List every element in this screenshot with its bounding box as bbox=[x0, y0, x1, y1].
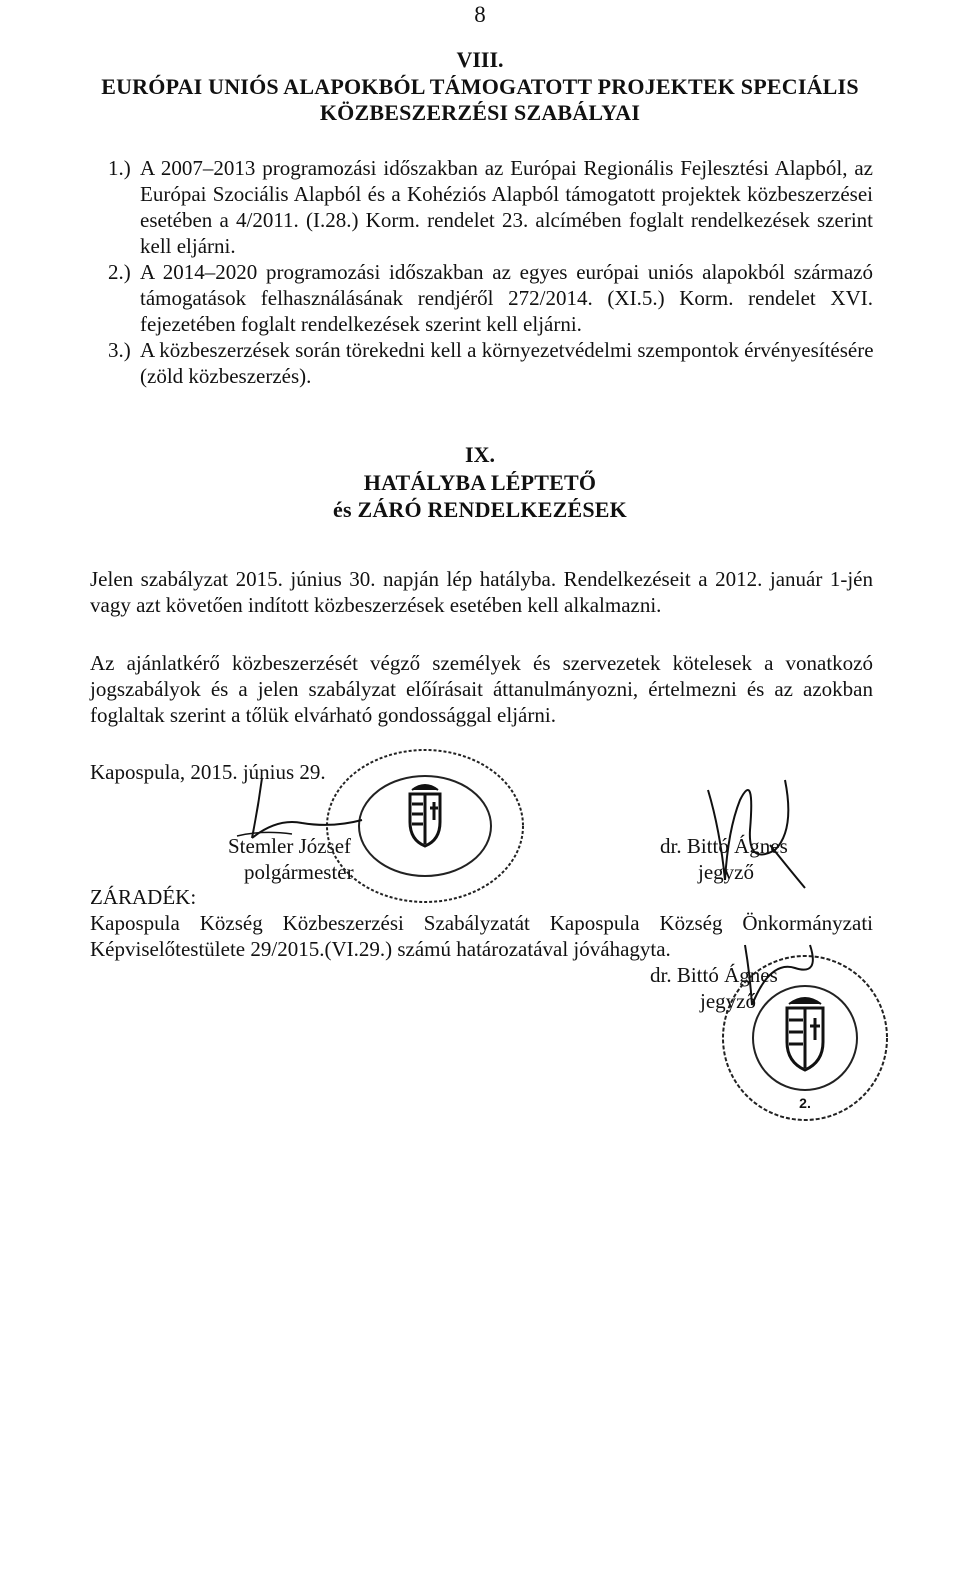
notary-name: dr. Bittó Ágnes bbox=[660, 834, 788, 858]
chapter-9-number: IX. bbox=[465, 442, 495, 467]
item-1-line4: kell eljárni. bbox=[140, 234, 236, 258]
hungarian-coat-of-arms-icon bbox=[410, 785, 440, 846]
item-3-line1: A közbeszerzések során törekedni kell a környezetvédelmi szempontok érvényesítésére bbox=[140, 338, 874, 362]
obligation-line2: jogszabályok és a jelen szabályzat előírásait áttanulmányozni, értelmezni és az azokban bbox=[90, 677, 873, 701]
obligation-line3: foglaltak szerint a tőlük elvárható gondossággal eljárni. bbox=[90, 703, 556, 727]
item-1-line2: Európai Szociális Alapból és a Kohéziós Alapból támogatott projektek közbeszerzései bbox=[140, 182, 873, 206]
chapter-8-number: VIII. bbox=[456, 47, 504, 72]
mayor-name: Stemler József bbox=[228, 834, 352, 858]
item-2-line1: A 2014–2020 programozási időszakban az egyes európai uniós alapokból származó bbox=[140, 260, 873, 284]
office-stamp-number: 2. bbox=[799, 1095, 811, 1111]
mayor-title: polgármester bbox=[244, 860, 354, 884]
page-number: 8 bbox=[474, 2, 486, 27]
zaradek-line2: Képviselőtestülete 29/2015.(VI.29.) számú határozatával jóváhagyta. bbox=[90, 937, 671, 961]
place-date: Kapospula, 2015. június 29. bbox=[90, 760, 326, 784]
item-3-number: 3.) bbox=[108, 338, 131, 362]
zaradek-label: ZÁRADÉK: bbox=[90, 885, 197, 909]
item-2-line2: támogatások felhasználásának rendjéről 272/2014. (XI.5.) Korm. rendelet XVI. bbox=[140, 286, 873, 310]
item-1-line3: esetében a 4/2011. (I.28.) Korm. rendelet 23. alcímében foglalt rendelkezések szerint bbox=[140, 208, 873, 232]
item-1-line1: A 2007–2013 programozási időszakban az Európai Regionális Fejlesztési Alapból, az bbox=[140, 156, 873, 180]
zaradek-line1: Kapospula Község Közbeszerzési Szabályzatát Kapospula Község Önkormányzati bbox=[90, 911, 873, 935]
chapter-8-title-line1: EURÓPAI UNIÓS ALAPOKBÓL TÁMOGATOTT PROJEKTEK SPECIÁLIS bbox=[101, 74, 859, 99]
notary-signature bbox=[700, 770, 810, 890]
mayor-signature bbox=[222, 778, 372, 848]
obligation-line1: Az ajánlatkérő közbeszerzését végző személyek és szervezetek kötelesek a vonatkozó bbox=[90, 651, 873, 675]
item-2-number: 2.) bbox=[108, 260, 131, 284]
notary-title: jegyző bbox=[698, 860, 754, 884]
effective-date-line1: Jelen szabályzat 2015. június 30. napján lép hatályba. Rendelkezéseit a 2012. január 1-jén bbox=[90, 567, 873, 591]
chapter-8-title-line2: KÖZBESZERZÉSI SZABÁLYAI bbox=[319, 100, 641, 125]
effective-date-line2: vagy azt követően indított közbeszerzések esetében kell alkalmazni. bbox=[90, 593, 662, 617]
item-3-line2: (zöld közbeszerzés). bbox=[140, 364, 312, 388]
item-1-number: 1.) bbox=[108, 156, 131, 180]
item-2-line3: fejezetében foglalt rendelkezések szerint kell eljárni. bbox=[140, 312, 582, 336]
zaradek-notary-signature bbox=[740, 940, 830, 1010]
chapter-9-title-line2: és ZÁRÓ RENDELKEZÉSEK bbox=[333, 497, 627, 522]
zaradek-notary-title: jegyző bbox=[700, 989, 756, 1013]
zaradek-notary-name: dr. Bittó Ágnes bbox=[650, 963, 778, 987]
chapter-9-title-line1: HATÁLYBA LÉPTETŐ bbox=[363, 470, 597, 495]
